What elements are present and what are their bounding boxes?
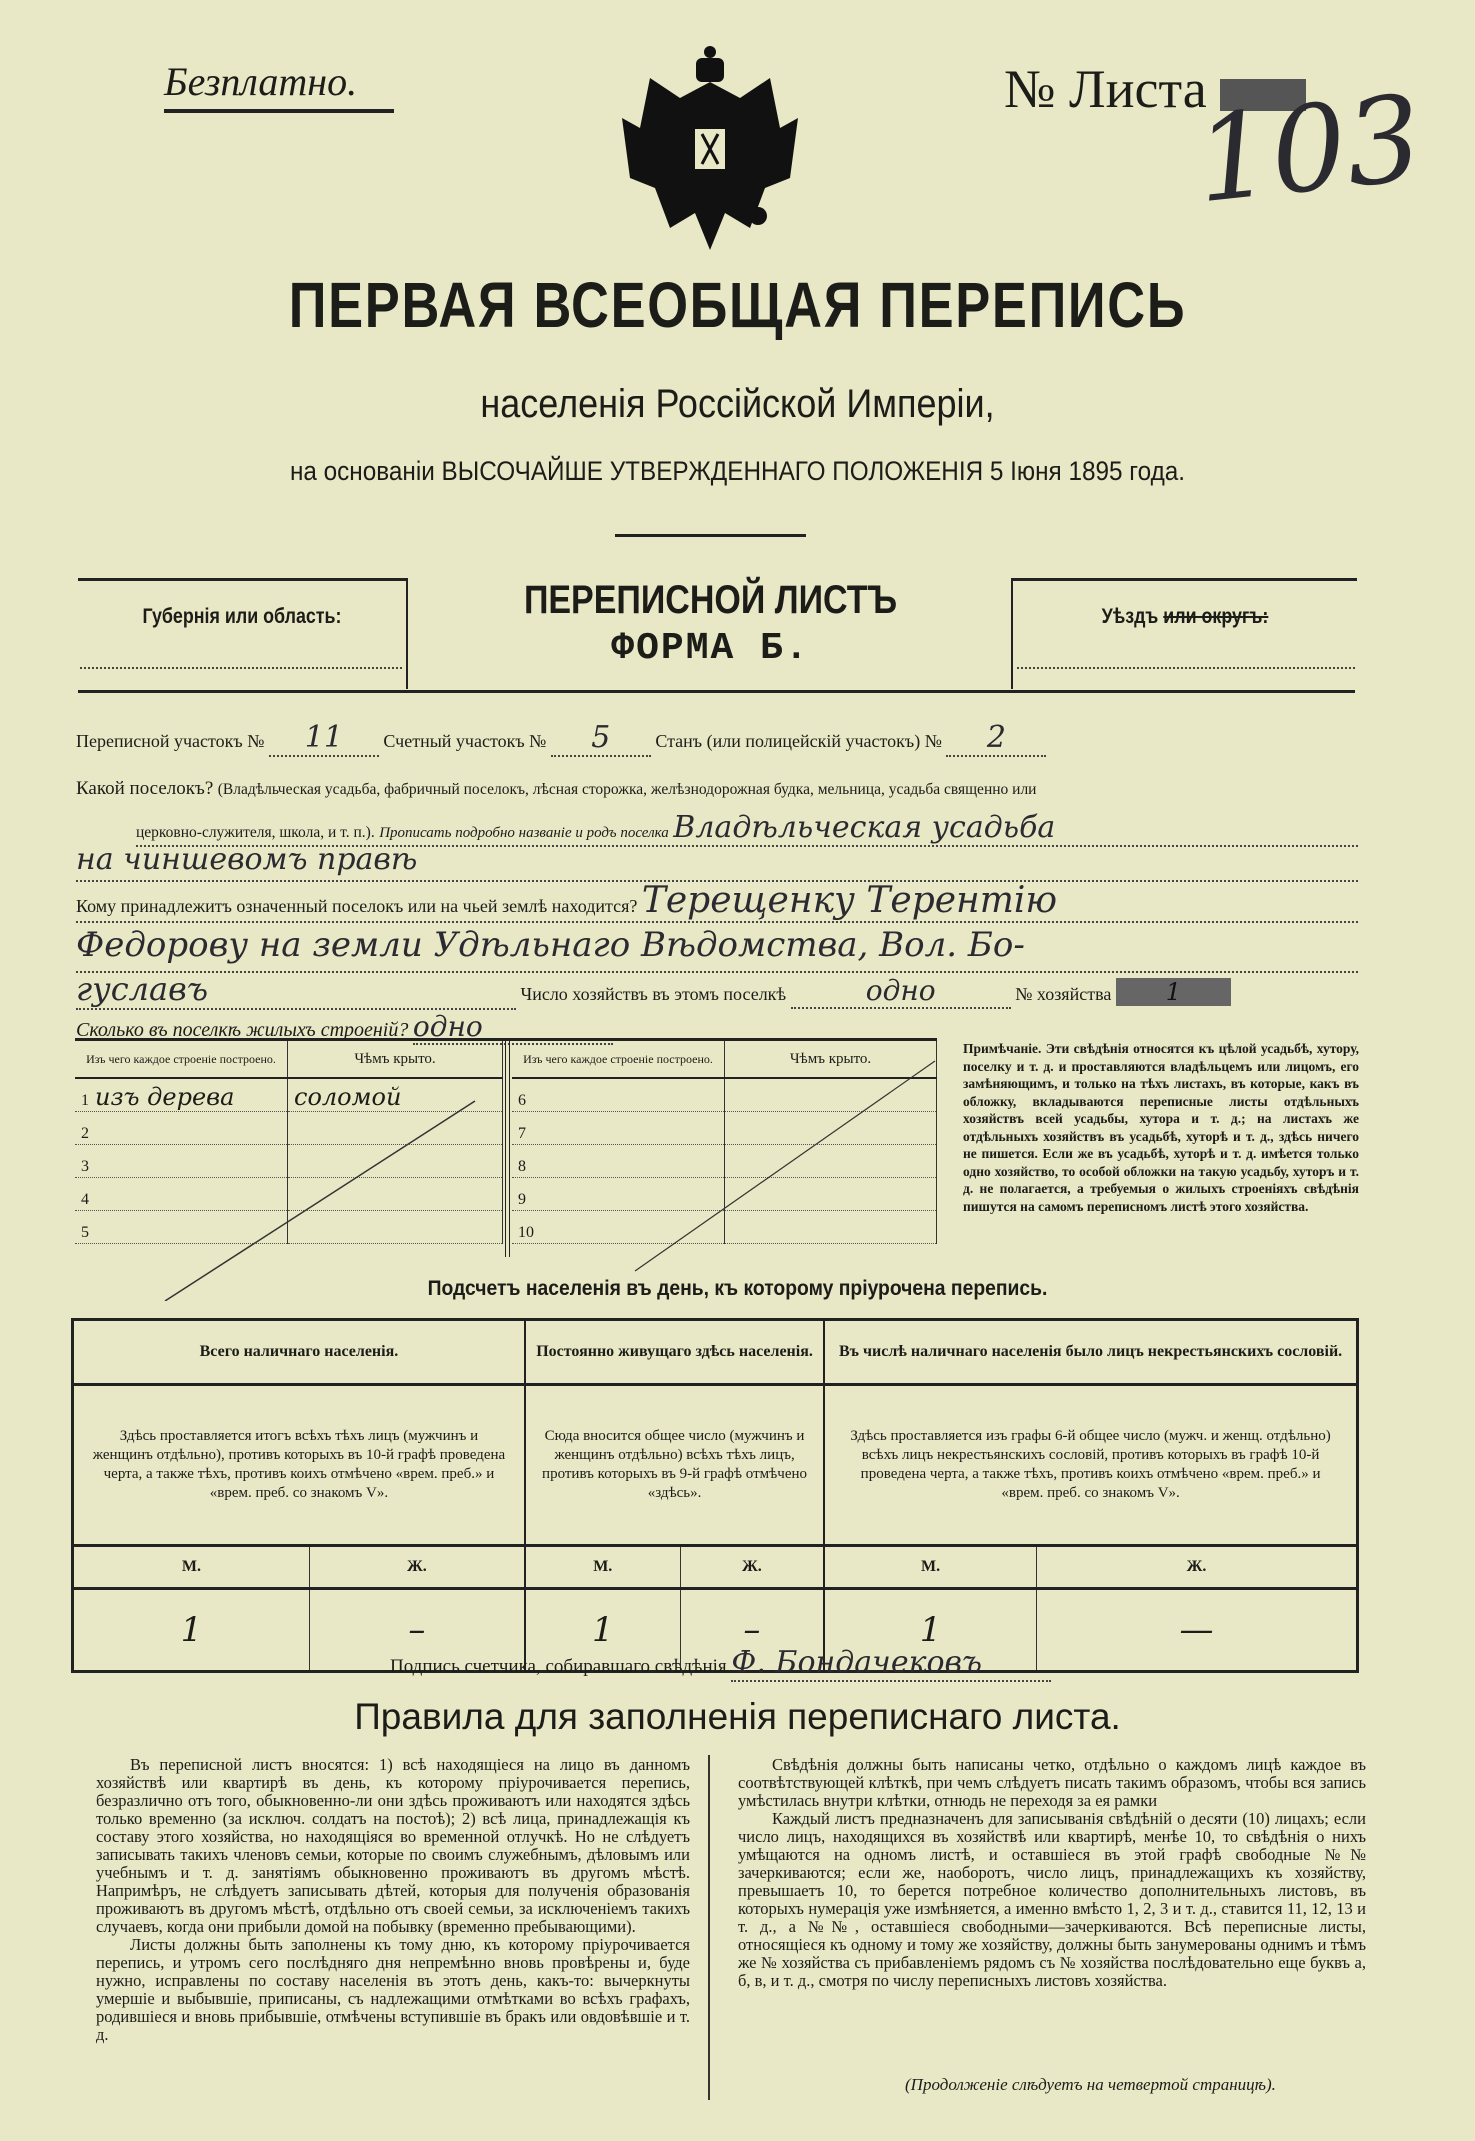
population-table: [71, 1318, 1359, 1673]
households-field[interactable]: одно: [791, 974, 1011, 1009]
structures-note: [963, 1040, 1359, 1215]
province-label: Губернія или область:: [142, 605, 342, 628]
row-number: 2: [81, 1125, 89, 1142]
settlement-label: Какой поселокъ?: [76, 778, 214, 799]
row-number: 10: [518, 1224, 534, 1241]
census-district-label: Переписной участокъ №: [76, 731, 265, 751]
rules-paragraph: Въ переписной листъ вносятся: 1) всѣ находящіеся на лицо въ данномъ хозяйствѣ или квартирѣ въ день, къ которому пріурочивается перепись, безразлично отъ того, обыкновенно-ли они здѣсь проживаютъ или находятся здѣсь только временно (за исключ. солдатъ на постоѣ); 2) всѣ лица, принадлежащія къ составу этого хозяйства, но находящіяся во временной отлучкѣ. Но не слѣдуетъ записывать такихъ членовъ семьи, которые по своимъ служебнымъ, дѣловымъ или учебнымъ и т. д. занятіямъ обыкновенно проживаютъ въ другомъ мѣстѣ. Напримѣръ, не слѣдуетъ записывать дѣтей, которыя для полученія образованія проживаютъ въ другомъ мѣстѣ, отдѣльно отъ своей семьи, за исключеніемъ такихъ случаевъ, когда они прибыли домой на побывку (временно пребывающими).: [96, 1755, 690, 1936]
province-field[interactable]: [80, 667, 402, 669]
free-label-text: Безплатно.: [164, 59, 358, 104]
rules-title: Правила для заполненія переписнаго листа.: [354, 1696, 1121, 1737]
households-label: Число хозяйствъ въ этомъ поселкѣ: [520, 984, 787, 1004]
households-line: [76, 970, 1358, 1010]
settlement-instruction: Прописать подробно названіе и родъ поселка: [379, 825, 669, 841]
section-header: Въ числѣ наличнаго населенія было лицъ некрестьянскихъ сословій.: [824, 1320, 1357, 1385]
female-count[interactable]: —: [1036, 1589, 1357, 1672]
note-title: Примѣчаніе.: [963, 1041, 1042, 1056]
row-number: 1: [81, 1092, 89, 1109]
count-district-field[interactable]: 5: [551, 720, 651, 757]
districts-line: [76, 720, 1046, 757]
row-number: 8: [518, 1158, 526, 1175]
col-material: Изъ чего каждое строеніе построено.: [512, 1041, 725, 1078]
section-description: Сюда вносится общее число (мужчинъ и женщинъ отдѣльно) всѣхъ тѣхъ лицъ, противъ которыхъ въ 9-й графѣ отмѣчено «здѣсь».: [525, 1385, 824, 1546]
section-description: Здѣсь проставляется итогъ всѣхъ тѣхъ лицъ (мужчинъ и женщинъ отдѣльно), противъ которыхъ въ 10-й графѣ проведена черта, а также тѣхъ, противъ коихъ отмѣчено «врем. преб.» и «врем. преб. со знакомъ V».: [73, 1385, 525, 1546]
settlement-hint-2: церковно-служителя, школа, и т. п.).: [136, 824, 375, 841]
census-district-field[interactable]: 11: [269, 720, 379, 757]
female-header: Ж.: [1036, 1546, 1357, 1589]
sheet-number-label: № Листа: [1004, 59, 1207, 119]
signature-label: Подпись счетчика, собиравшаго свѣдѣнія: [390, 1656, 727, 1677]
section-description: Здѣсь проставляется изъ графы 6-й общее число (мужч. и женщ. отдѣльно) всѣхъ лицъ некрестьянскихъ сословій, противъ которыхъ въ графѣ 10-й проведена черта, а также тѣхъ, противъ коихъ отмѣчено «врем. преб.» и «врем. преб. со знакомъ V».: [824, 1385, 1357, 1546]
row-number: 6: [518, 1092, 526, 1109]
row-number: 9: [518, 1191, 526, 1208]
sheet-number-value: 103: [1189, 68, 1428, 230]
male-count[interactable]: 1: [73, 1589, 310, 1672]
form-title: ПЕРЕПИСНОЙ ЛИСТЪ: [523, 578, 898, 622]
strike-lines: [75, 1041, 937, 1301]
page-title: ПЕРВАЯ ВСЕОБЩАЯ ПЕРЕПИСЬ: [288, 269, 1187, 341]
col-roof: Чѣмъ крыто.: [725, 1041, 937, 1078]
table-description: [73, 1385, 1358, 1546]
col-material: Изъ чего каждое строеніе построено.: [75, 1041, 288, 1078]
female-header: Ж.: [309, 1546, 525, 1589]
signature-field[interactable]: Ф. Бондачековъ: [731, 1645, 1051, 1682]
settlement-field[interactable]: Владѣльческая усадьба: [673, 810, 1056, 845]
male-header: М.: [824, 1546, 1036, 1589]
section-header: Постоянно живущаго здѣсь населенія.: [525, 1320, 824, 1385]
note-text: Эти свѣдѣнія относятся къ цѣлой усадьбѣ, хутору, поселку и т. д. и проставляются владѣльцемъ или лицомъ, его замѣняющимъ, и только на тѣхъ листахъ, въ которые, какъ въ обложку, вкладываются переписные листы отдѣльныхъ хозяйствъ всей усадьбы, хутора и т. д.; на листахъ же отдѣльныхъ хозяйствъ въ усадьбѣ, хуторѣ и т. д., здѣсь ничего не пишется. Если же въ усадьбѣ, хуторѣ и т. д. имѣется только одно хозяйство, то особой обложки на такую усадьбу, хуторъ и т. д. не полагается, а требуемыя о жилыхъ строеніяхъ свѣдѣнія пишутся на самомъ переписномъ листѣ этого хозяйства.: [963, 1041, 1359, 1214]
continued-note: (Продолженіе слѣдуетъ на четвертой страницѣ).: [905, 2075, 1276, 2094]
table-sex-header: [73, 1546, 1358, 1589]
buildings-label: Сколько въ поселкѣ жилыхъ строеній?: [76, 1019, 409, 1041]
header-boxes: [78, 578, 1355, 693]
owner-line: [76, 880, 1358, 923]
count-district-label: Счетный участокъ №: [383, 731, 547, 751]
underline: [164, 109, 394, 113]
signature-line: [390, 1645, 1051, 1682]
female-count[interactable]: –: [309, 1589, 525, 1672]
district-box: [1011, 578, 1357, 689]
free-label: [164, 58, 394, 113]
rules-paragraph: Листы должны быть заполнены къ тому дню, къ которому пріурочивается перепись, и утромъ сего послѣдняго дня непремѣнно вновь провѣрены и, буде нужно, исправлены по составу населенія въ этотъ день, какъ-то: вычеркнуты умершіе и выбывшіе, приписаны, съ надлежащими отмѣтками во всѣхъ графахъ, родившіеся и вновь прибывшіе, отмѣчены вступившіе въ бракъ или овдовѣвшіе и т. д.: [96, 1935, 690, 2044]
female-count[interactable]: –: [680, 1589, 824, 1672]
male-header: М.: [525, 1546, 680, 1589]
male-header: М.: [73, 1546, 310, 1589]
owner-field-2[interactable]: Федорову на земли Удѣльнаго Вѣдомства, Вол. Бо-: [76, 925, 1358, 973]
camp-field[interactable]: 2: [946, 720, 1046, 757]
row-number: 7: [518, 1125, 526, 1142]
male-count[interactable]: 1: [824, 1589, 1036, 1672]
structures-table: [75, 1038, 937, 1257]
household-number-field[interactable]: 1: [1116, 978, 1231, 1006]
district-field[interactable]: [1017, 667, 1355, 669]
owner-field-3[interactable]: гуславъ: [76, 970, 516, 1010]
province-box: [78, 578, 408, 689]
col-roof: Чѣмъ крыто.: [288, 1041, 503, 1078]
row-number: 3: [81, 1158, 89, 1175]
form-name: ФОРМА Б.: [611, 627, 810, 670]
owner-field[interactable]: Терещенку Терентію: [641, 880, 1058, 921]
row-number: 5: [81, 1224, 89, 1241]
buildings-field[interactable]: одно: [413, 1010, 613, 1045]
male-count[interactable]: 1: [525, 1589, 680, 1672]
settlement-hint: (Владѣльческая усадьба, фабричный поселокъ, лѣсная сторожка, желѣзнодорожная будка, мельница, усадьба священно или: [217, 781, 1037, 798]
legal-basis: на основаніи ВЫСОЧАЙШЕ УТВЕРЖДЕННАГО ПОЛОЖЕНІЯ 5 Іюня 1895 года.: [289, 456, 1186, 486]
material-value: изъ дерева: [95, 1083, 235, 1111]
district-struck-text: или округъ:: [1163, 605, 1269, 628]
owner-label: Кому принадлежитъ означенный поселокъ или на чьей землѣ находится?: [76, 896, 638, 916]
settlement-field-2[interactable]: на чиншевомъ правѣ: [76, 842, 1358, 882]
form-title-block: [408, 578, 1013, 670]
district-label: [1039, 605, 1331, 629]
table-header: [73, 1320, 1358, 1385]
population-title: Подсчетъ населенія въ день, къ которому пріурочена перепись.: [427, 1277, 1048, 1300]
divider: [615, 534, 806, 537]
rules-paragraph: Каждый листъ предназначенъ для записыванія свѣдѣній о десяти (10) лицахъ; если число лицъ, находящихся въ хозяйствѣ или квартирѣ, менѣе 10, то свѣдѣнія о нихъ умѣщаются на одномъ листѣ, и оставшіеся въ этой графѣ свободные №№ зачеркиваются; если же, наоборотъ, число лицъ, принадлежащихъ къ хозяйству, превышаетъ 10, то берется потребное количество дополнительныхъ листовъ, въ которыхъ нумерація уже измѣняется, а именно вмѣсто 1, 2, 3 и т. д., ставится 11, 12, 13 и т. д., а №№, оставшіеся свободными—зачеркиваются. Всѣ переписные листы, относящіеся къ одному и тому же хозяйству, должны быть занумерованы однимъ и тѣмъ же № хозяйства съ прибавленіемъ рядомъ съ № хозяйства послѣдовательно еще буквъ а, б, в, и т. д., смотря по числу переписныхъ листовъ хозяйства.: [738, 1809, 1366, 1990]
double-headed-eagle-icon: [610, 38, 810, 256]
column-divider: [708, 1755, 710, 2100]
female-header: Ж.: [680, 1546, 824, 1589]
page-subtitle: населенія Россійской Имперіи,: [480, 382, 995, 426]
rules-paragraph: Свѣдѣнія должны быть написаны четко, отдѣльно о каждомъ лицѣ каждое въ соотвѣтствующей клѣткѣ, при чемъ слѣдуетъ писать такимъ образомъ, чтобы вся запись умѣстилась внутри клѣтки, отнюдь не переходя за ея рамки: [738, 1755, 1366, 1810]
camp-label: Станъ (или полицейскій участокъ) №: [655, 731, 942, 751]
settlement-line: [76, 778, 1036, 800]
district-label-text: Уѣздъ: [1101, 605, 1159, 628]
household-number-label: № хозяйства: [1015, 984, 1112, 1004]
rules-left-column: [96, 1756, 690, 2044]
section-header: Всего наличнаго населенія.: [73, 1320, 525, 1385]
rules-right-column: [738, 1756, 1366, 1990]
row-number: 4: [81, 1191, 89, 1208]
roof-value: соломой: [294, 1083, 402, 1111]
